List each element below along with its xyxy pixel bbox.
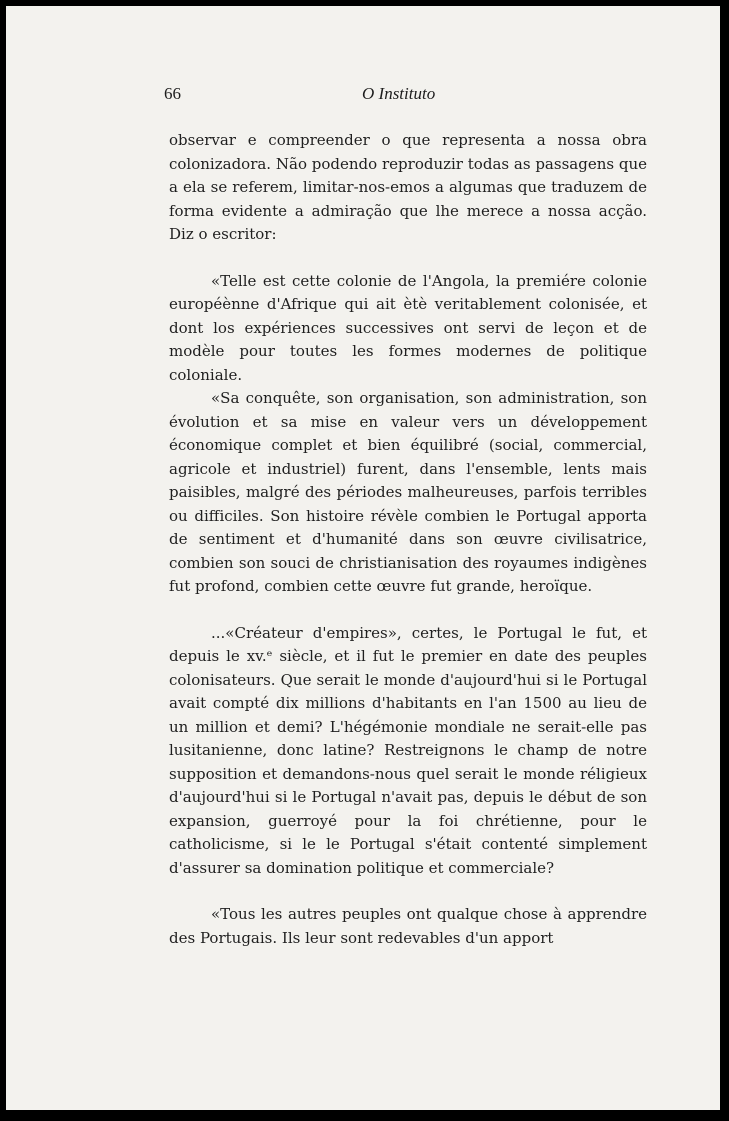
running-title: O Instituto xyxy=(362,84,436,103)
book-page xyxy=(6,6,720,1110)
paragraph-intro: observar e compreender o que representa a nossa obra colonizadora. Não podendo reproduzir todas as passagens que a ela se referem, limitar-nos-emos a algumas que traduzem de forma evidente a admiração que lhe merece a nossa acção. Diz o escritor: xyxy=(169,131,647,243)
paragraph-quote-peoples: «Tous les autres peuples ont qualque chose à apprendre des Portugais. Ils leur sont redevables d'un apport xyxy=(169,905,647,947)
paragraph-quote-empires: ...«Créateur d'empires», certes, le Portugal le fut, et depuis le xv.ᵉ siècle, et il fut le premier en date des peuples colonisateurs. Que serait le monde d'aujourd'hui si le Portugal avait compté dix millions d'habitants en l'an 1500 au lieu de un million et demi? L'hégémonie mondiale ne serait-elle pas lusitanienne, donc latine? Restreignons le champ de notre supposition et demandons-nous quel serait le monde réligieux d'aujourd'hui si le Portugal n'avait pas, depuis le début de son expansion, guerroyé pour la foi chrétienne, pour le catholicisme, si le le Portugal s'était contenté simplement d'assurer sa domination politique et commerciale? xyxy=(169,623,647,877)
page-number: 66 xyxy=(164,84,181,103)
paragraph-quote-angola: «Telle est cette colonie de l'Angola, la premiére colonie européènne d'Afrique qui ait ètè veritablement colonisée, et dont los expériences successives ont servi de leçon et de modèle pour toutes les formes modernes de politique coloniale. xyxy=(169,271,647,384)
page-header xyxy=(6,84,720,112)
paragraph-quote-conquest: «Sa conquête, son organisation, son administration, son évolution et sa mise en valeur vers un développement économique complet et bien équilibré (social, commercial, agricole et industriel) furent, dans l'ensemble, lents mais paisibles, malgré des périodes malheureuses, parfois terribles ou difficiles. Son histoire révèle combien le Portugal apporta de sentiment et d'humanité dans son œuvre civilisatrice, combien son souci de christianisation des royaumes indigènes fut profond, combien cette œuvre fut grande, heroïque. xyxy=(169,389,647,595)
body-text xyxy=(169,129,647,950)
